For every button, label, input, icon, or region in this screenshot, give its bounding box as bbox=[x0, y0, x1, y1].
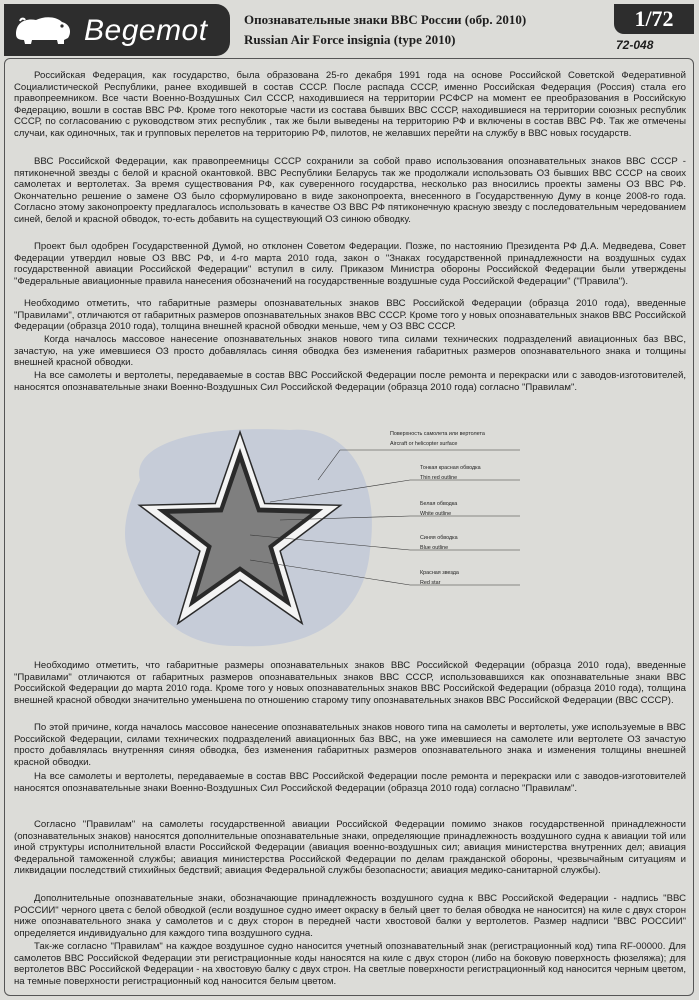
paragraph: На все самолеты и вертолеты, передаваемые в состав ВВС Российской Федерации после ремонта и перекраски или с заводов-изготовителей, наносятся опознавательные знаки Военно-Воздушных Сил Российской Федерации (образца 2010 года) согласно "Правилам". bbox=[14, 370, 686, 393]
label-white-outline: Белая обводка White outline bbox=[420, 501, 458, 517]
paragraph: Необходимо отметить, что габаритные размеры опознавательных знаков ВВС Российской Федерации (образца 2010 года), введенные "Правилами" отличаются от габаритных размеров опознавательных знаков ВВС СССР, использовавшихся как опознавательные знаки ВВС Российской Федерации до марта 2010 года. Кроме того у новых опознавательных знаков ВВС Российской Федерации (образца 2010 года), толщина внешней красной обводки значительно уменьшена по отношению старому типу опознавательных знаков ВВС Российской Федерации (ВВС СССР). bbox=[14, 660, 686, 706]
paragraph: На все самолеты и вертолеты, передаваемые в состав ВВС Российской Федерации после ремонта и перекраски или с заводов-изготовителей наносятся опознавательные знаки Военно-Воздушных Сил Российской Федерации (образца 2010 года) согласно "Правилам". bbox=[14, 771, 686, 794]
paragraph: Когда началось массовое нанесение опознавательных знаков нового типа силами технических подразделений авиационных баз ВВС, зачастую, на уже имевшиеся ОЗ просто добавлялась синяя обводка без изменения габаритных размеров опознавательного знака и толщины внешней красной обводки. bbox=[14, 334, 686, 369]
paragraph: Необходимо отметить, что габаритные размеры опознавательных знаков ВВС Российской Федерации (образца 2010 года), введенные "Правилами", отличаются от габаритных размеров опознавательных знаков ВВС СССР. Кроме того у новых опознавательных знаков ВВС Российской Федерации (образца 2010 года), толщина внешней красной обводки меньше, чем у ОЗ ВВС СССР. bbox=[14, 298, 686, 333]
label-blue-outline: Синяя обводка Blue outline bbox=[420, 535, 458, 551]
label-red-star: Красная звезда Red star bbox=[420, 570, 459, 586]
page-title-en: Russian Air Force insignia (type 2010) bbox=[244, 32, 456, 47]
label-thin-red-outline: Тонкая красная обводка Thin red outline bbox=[420, 465, 481, 481]
page-title-ru: Опознавательные знаки ВВС России (обр. 2010) bbox=[244, 12, 527, 27]
paragraph: Российская Федерация, как государство, была образована 25-го декабря 1991 года на основе Российской Советской Федеративной Социалистической Республики, ранее входившей в состав СССР. После распада СССР, именно Российская Федерация (Россия) стала его правопреемником. Все части Военно-Воздушных Сил СССР, находившиеся на территории РСФСР на момент ее преобразования в Российскую Федерацию, вошли в состав ВВС РФ. Кроме того некоторые части из состава бывших ВВС СССР, находившиеся на территории союзных республик СССР, по согласованию с руководством этих республик , так же были выведены на территорию РФ и включены в состав ВВС РФ. Так же отмечены случаи, как одиночных, так и групповых перелетов на территорию РФ, пилотов, не желавших перейти на службу в ВВС новых государств. bbox=[14, 70, 686, 139]
paragraph: Проект был одобрен Государственной Думой, но отклонен Советом Федерации. Позже, по настоянию Президента РФ Д.А. Медведева, Совет Федерации утвердил новые ОЗ ВВС РФ, и 4-го марта 2010 года, закон о "Знаках государственной принадлежности на воздушных судах государственной авиации Российской Федерации" вступил в силу. Приказом Министра обороны Российской Федерации были утверждены "Федеральные авиационные правила нанесения обозначений на государственные воздушные суда Российской Федерации" ("Правила"). bbox=[14, 241, 686, 287]
paragraph: Дополнительные опознавательные знаки, обозначающие принадлежность воздушного судна к ВВС Российской Федерации - надпись "ВВС РОССИИ" черного цвета с белой обводкой (если воздушное судно имеет окраску в белый цвет то белая обводка не наносится) на киле с двух сторон ниже опознавательного знака у самолетов и с двух сторон в передней части хвостовой балки у вертолетов. Размер надписи "ВВС РОССИИ" определяется индивидуально для каждого типа воздушного судна. bbox=[14, 893, 686, 939]
paragraph: Так-же согласно "Правилам" на каждое воздушное судно наносится учетный опознавательный знак (регистрационный код) типа RF-00000. Для самолетов ВВС Российской Федерации эти регистрационные коды наносятся на киле с двух сторон (либо на боковую поверхность фюзеляжа); для вертолетов ВВС Российской Федерации - на хвостовую балку с двух строн. На светлые поверхности регистрационный код наносится черным цветом, на темные поверхности регистрационный код наносится белым цветом. bbox=[14, 941, 686, 987]
header bbox=[0, 0, 699, 60]
insignia-diagram bbox=[100, 420, 540, 650]
paragraph: По этой причине, когда началось массовое нанесение опознавательных знаков нового типа на самолеты и вертолеты, уже используемые в ВВС Российской Федерации, силами технических подразделений авиационных баз ВВС, на уже имевшиеся на самолете или вертолете ОЗ зачастую просто добавлялась внутренняя синяя обводка, без изменения габаритных размеров опознавательного знака и изменения толщины внешней красной обводки. bbox=[14, 722, 686, 768]
kit-code: 72-048 bbox=[616, 38, 654, 52]
paragraph: ВВС Российской Федерации, как правопреемницы СССР сохранили за собой право использования опознавательных знаков ВВС СССР - пятиконечной звезды с белой и красной окантовкой. ВВС Республики Беларусь так же продолжали использовать ОЗ бывших ВВС СССР на своих самолетах и вертолетах. За время существования РФ, как суверенного государства, несколько раз вносились проекты замены ОЗ ВВС РФ. Окончательно решение о замене ОЗ было сформулировано в виде законопроекта, внесенного в Государственную Думу в конце 2008-го года. Согласно этому законопроекту предлагалось использовать в качестве ОЗ ВВС РФ пятиконечную красную звезду с последовательным чередованием синей, белой и красной обводок, то-есть добавить на существующий ОЗ синюю обводку. bbox=[14, 156, 686, 225]
brand-name: Begemot bbox=[84, 14, 208, 47]
label-surface: Поверхность самолета или вертолета Aircraft or helicopter surface bbox=[390, 431, 485, 447]
paragraph: Согласно "Правилам" на самолеты государственной авиации Российской Федерации помимо знаков государственной принадлежности (опознавательных знаков) наносятся дополнительные опознавательные знаки, определяющие принадлежность воздушного судна к авиации той или иной структуры исполнительной власти Российской Федерации (авиация военно-воздушных сил; авиация министерства внутренних дел; авиация Федеральной таможенной службы; авиация министерства Российской Федерации по делам гражданской обороны, чрезвычайным ситуациям и ликвидации последствий стихийных бедствий; авиация Федеральной службы безопасности; авиация медико-санитарной службы). bbox=[14, 819, 686, 877]
brand-logo bbox=[4, 4, 230, 56]
hippo-icon bbox=[12, 12, 74, 46]
scale-badge: 1/72 bbox=[614, 4, 694, 34]
insignia-svg bbox=[100, 420, 540, 650]
